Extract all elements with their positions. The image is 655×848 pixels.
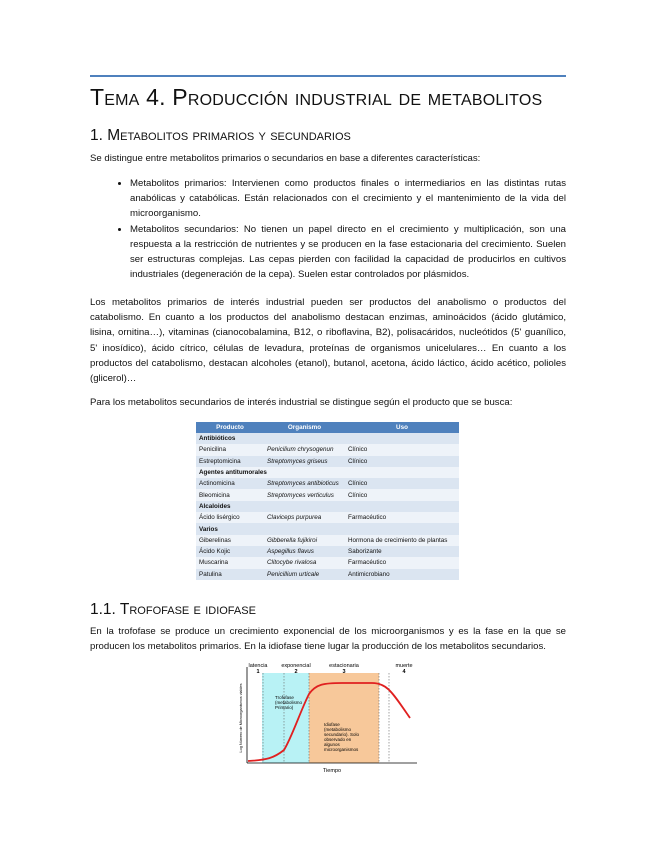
bullet-list	[90, 176, 566, 282]
table-row	[196, 444, 459, 455]
intro-paragraph: Se distingue entre metabolitos primarios o secundarios en base a diferentes características:	[90, 153, 481, 164]
use-cell: Antimicrobiano	[345, 569, 459, 580]
idiofase-label: algunos	[324, 742, 340, 747]
use-cell: Hormona de crecimiento de plantas	[345, 535, 459, 546]
use-cell: Farmacéutico	[345, 557, 459, 568]
category-cell: Alcaloides	[196, 501, 459, 512]
table-category-row	[196, 433, 459, 444]
use-cell: Clínico	[345, 444, 459, 455]
organism-cell: Streptomyces griseus	[264, 456, 345, 467]
organism-cell: Clitocybe rivalosa	[264, 557, 345, 568]
phase-name: latencia	[248, 663, 268, 669]
table-row	[196, 569, 459, 580]
subsection-heading: 1.1. Trofofase e idiofase	[90, 601, 256, 618]
use-cell: Clínico	[345, 489, 459, 500]
idiofase-label: (metabolismo	[324, 727, 352, 732]
secondary-metabolites-intro: Para los metabolitos secundarios de interés industrial se distingue según el producto que se busca:	[90, 397, 513, 408]
x-axis-label: Tiempo	[322, 768, 342, 774]
column-header: Producto	[196, 422, 264, 433]
idiofase-label: microorganismos	[324, 747, 359, 752]
table-row	[196, 512, 459, 523]
product-cell: Actinomicina	[196, 478, 264, 489]
product-cell: Patulina	[196, 569, 264, 580]
table-row	[196, 557, 459, 568]
idiofase-label: secundario). Solo	[324, 732, 360, 737]
primary-metabolites-paragraph: Los metabolitos primarios de interés industrial pueden ser productos del anabolismo o productos del catabolismo. En cuanto a los productos del anabolismo destacan enzimas, aminoácidos (ácido glutámico, lisina, ornitina…), vitaminas (cianocobalamina, B12, o riboflavina, B2), polisacáridos, nucleótidos (5' guanílico, 5' inosídico), ácido cítrico, células de levadura, proteínas de organismos unicelulares… En cuanto a los productos del catabolismo, destacan alcoholes (etanol), butanol, acetona, ácido láctico, ácido acético, polioles (glicerol)…	[90, 297, 566, 385]
use-cell: Farmacéutico	[345, 512, 459, 523]
y-axis-label: Log Número de Microorganismos viables	[239, 683, 243, 753]
use-cell: Clínico	[345, 456, 459, 467]
trofofase-label: Trofofase	[275, 695, 294, 700]
product-cell: Ácido Kojic	[196, 546, 264, 557]
table-row	[196, 456, 459, 467]
phase-number: 4	[402, 669, 406, 675]
header-rule	[90, 75, 566, 77]
secondary-metabolites-table	[196, 422, 459, 580]
table-row	[196, 546, 459, 557]
table-category-row	[196, 467, 459, 478]
category-cell: Agentes antitumorales	[196, 467, 459, 478]
trofofase-paragraph: En la trofofase se produce un crecimiento exponencial de los microorganismos y es la fase en la que se producen los metabolitos primarios. En la idiofase tiene lugar la producción de los metabolitos secundarios.	[90, 626, 566, 653]
organism-cell: Streptomyces verticulus	[264, 489, 345, 500]
organism-cell: Penicillium urticale	[264, 569, 345, 580]
product-cell: Estreptomicina	[196, 456, 264, 467]
phase-number: 1	[256, 669, 260, 675]
category-cell: Antibióticos	[196, 433, 459, 444]
idiofase-label: Idiofase	[324, 722, 340, 727]
table-category-row	[196, 523, 459, 534]
phase-name: exponencial	[281, 663, 311, 669]
list-item: • Metabolitos primarios: Intervienen como productos finales o intermediarios en las distintas rutas anabólicas y catabólicas. Están relacionados con el crecimiento y el mantenimiento de la vida del microorganismo.	[130, 176, 566, 222]
growth-curve-figure	[232, 662, 422, 777]
use-cell: Clínico	[345, 478, 459, 489]
organism-cell: Streptomyces antibioticus	[264, 478, 345, 489]
list-item: • Metabolitos secundarios: No tienen un papel directo en el crecimiento y multiplicación, son una respuesta a la restricción de nutrientes y se producen en la fase estacionaria del crecimiento. Suelen ser estructuras complejas. Las cepas pierden con facilidad la capacidad de producirlos en cultivos industriales (degeneración de la cepa). Suelen estar controlados por plásmidos.	[130, 222, 566, 283]
idiofase-label: observado en	[324, 737, 352, 742]
product-cell: Muscarina	[196, 557, 264, 568]
organism-cell: Penicilium chrysogenun	[264, 444, 345, 455]
organism-cell: Aspegillus flavus	[264, 546, 345, 557]
phase-number: 2	[294, 669, 298, 675]
product-cell: Bleomicina	[196, 489, 264, 500]
section-heading: 1. Metabolitos primarios y secundarios	[90, 127, 351, 144]
table-row	[196, 478, 459, 489]
organism-cell: Gibberella fujikiroi	[264, 535, 345, 546]
page-title: Tema 4. Producción industrial de metabolitos	[90, 84, 543, 110]
product-cell: Penicilina	[196, 444, 264, 455]
column-header: Organismo	[264, 422, 345, 433]
table-category-row	[196, 501, 459, 512]
table-row	[196, 489, 459, 500]
trofofase-label: Primario)	[275, 705, 294, 710]
phase-name: estacionaria	[329, 663, 359, 669]
use-cell: Saborizante	[345, 546, 459, 557]
column-header: Uso	[345, 422, 459, 433]
product-cell: Ácido lisérgico	[196, 512, 264, 523]
phase-number: 3	[342, 669, 346, 675]
product-cell: Giberelinas	[196, 535, 264, 546]
category-cell: Varios	[196, 523, 459, 534]
organism-cell: Claviceps purpurea	[264, 512, 345, 523]
trofofase-label: (metabolismo	[275, 700, 303, 705]
trofofase-region	[262, 673, 309, 763]
table-row	[196, 535, 459, 546]
phase-name: muerte	[395, 663, 413, 669]
